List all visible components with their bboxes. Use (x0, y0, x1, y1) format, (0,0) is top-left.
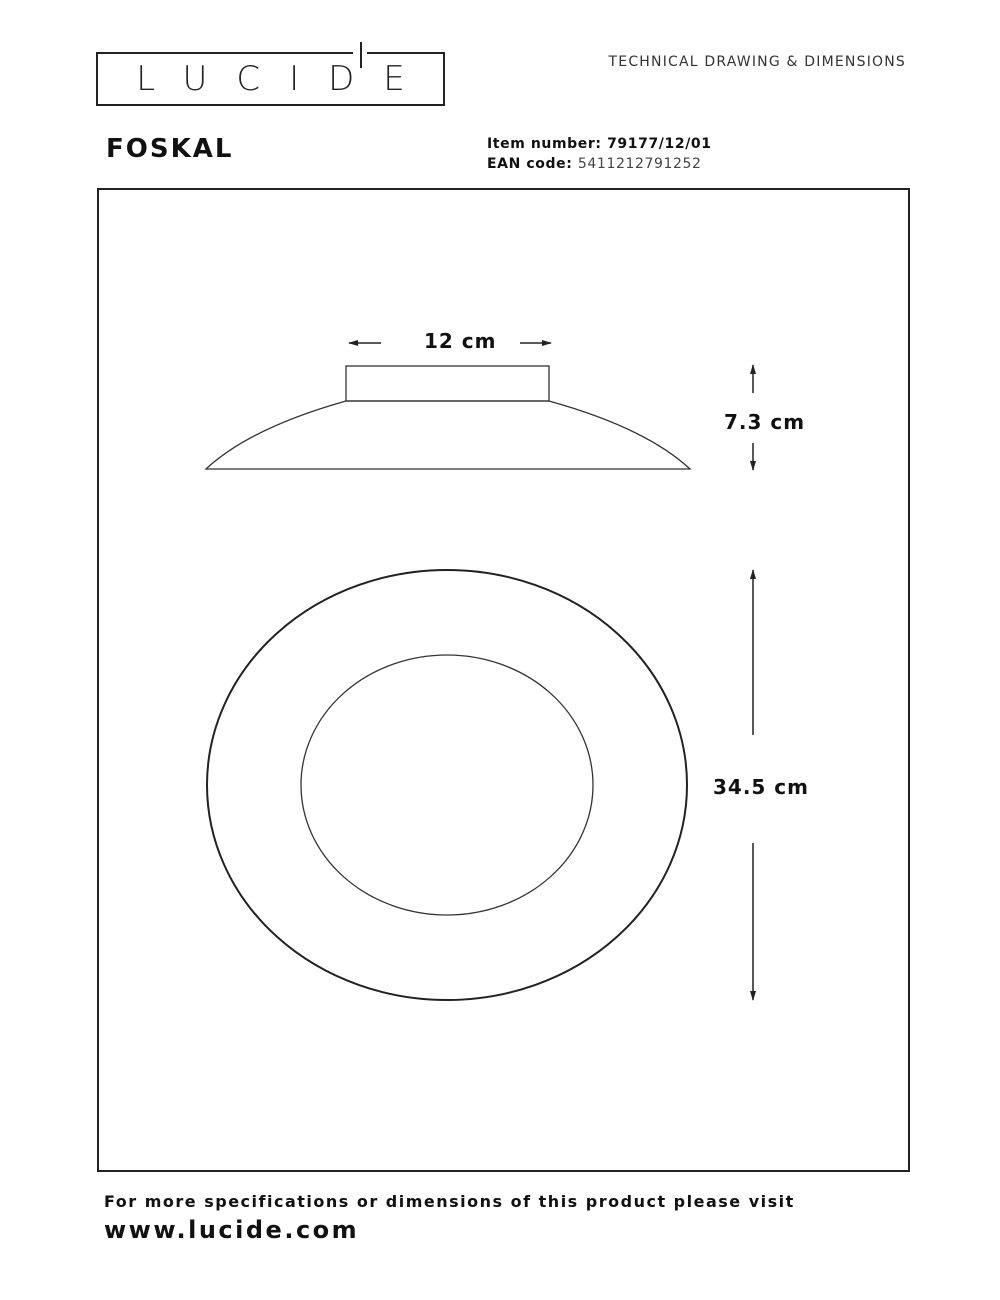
ean-value: 5411212791252 (577, 156, 702, 172)
top-view-outer-ring (207, 570, 687, 1000)
logo-text: LUCIDE (136, 59, 434, 99)
top-width-label: 12 cm (424, 329, 497, 353)
ean-label: EAN code (487, 156, 567, 172)
side-view-mount (346, 366, 549, 401)
item-number-label: Item number (487, 136, 596, 152)
diameter-label: 34.5 cm (713, 775, 810, 799)
footer-url[interactable]: www.lucide.com (104, 1216, 360, 1244)
item-number-row: Item number: 79177/12/01 (487, 136, 712, 152)
height-label: 7.3 cm (724, 410, 806, 434)
footer-note: For more specifications or dimensions of this product please visit (104, 1192, 795, 1211)
product-name: FOSKAL (106, 134, 234, 164)
top-view-inner-disc (301, 655, 593, 915)
ean-row: EAN code: 5411212791252 (487, 156, 702, 172)
item-number-value: 79177/12/01 (607, 136, 712, 152)
document-type: TECHNICAL DRAWING & DIMENSIONS (608, 54, 906, 70)
side-view-shade (206, 401, 690, 469)
